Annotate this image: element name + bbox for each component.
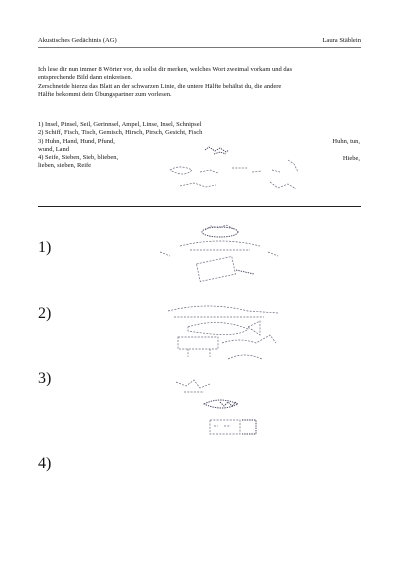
fish-sketch xyxy=(188,322,248,334)
instructions xyxy=(38,66,360,100)
sketch-group-2 xyxy=(148,303,298,371)
word-list-1: 1) Insel, Pinsel, Seil, Gerinnsel, Ampel, Linse, Insel, Schnipsel xyxy=(38,121,202,128)
section-number-1: 1) xyxy=(38,239,52,256)
section-number-3: 3) xyxy=(38,370,52,387)
sketch-group-3 xyxy=(170,374,280,444)
instruction-line: Zerschneide hierzu das Blatt an der schwarzen Linie, die untere Hälfte behältst du, die andere xyxy=(38,82,282,90)
word-list-2: 2) Schiff, Fisch, Tisch, Gemisch, Hirsch, Pirsch, Gesicht, Fisch xyxy=(38,129,203,137)
faint-sketch-decoration xyxy=(150,142,310,198)
instruction-line: Ich lese dir nun immer 8 Wörter vor, du sollst dir merken, welches Wort zweimal vorkam und das xyxy=(38,66,293,73)
dog-sketch xyxy=(210,420,240,434)
rope-sketch xyxy=(180,241,260,246)
word-list-3: 3) Huhn, Hand, Hund, Pfund, xyxy=(38,137,115,145)
instruction-line: Hälfte bekommt dein Übungspartner zum vorlesen. xyxy=(38,91,172,99)
word-list-4: 4) Seife, Sieben, Sieb, blieben, xyxy=(38,154,119,162)
word-list-4-right: Hiebe, xyxy=(342,155,360,162)
table-sketch xyxy=(178,337,218,357)
brush-sketch xyxy=(197,256,236,281)
deer-sketch xyxy=(222,335,276,343)
word-list-3-continued: wund, Land xyxy=(38,145,70,153)
sketch-group-1 xyxy=(150,222,290,290)
hen-sketch xyxy=(176,380,210,388)
header-left-title: Akustisches Gedächtnis (AG) xyxy=(38,37,117,44)
word-list-3-right: Huhn, tun, xyxy=(332,138,360,145)
header-author: Laura Stäblein xyxy=(322,37,361,44)
cut-line xyxy=(38,206,361,207)
instruction-line: entsprechende Bild dann einkreisen. xyxy=(38,74,133,82)
ship-sketch xyxy=(168,306,278,313)
section-number-2: 2) xyxy=(38,305,52,322)
hand-sketch xyxy=(204,400,238,408)
word-list-4-continued: lieben, sieben, Reife xyxy=(38,162,92,170)
header-divider xyxy=(38,47,361,48)
section-number-4: 4) xyxy=(38,455,52,472)
